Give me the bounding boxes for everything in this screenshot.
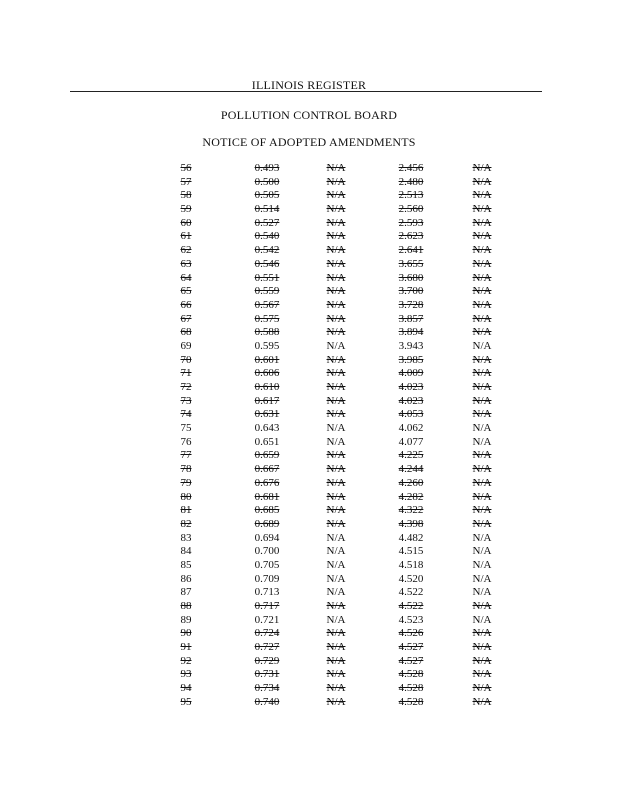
first-na-cell: N/A <box>326 353 346 366</box>
first-na-cell: N/A <box>326 422 346 435</box>
first-value-cell: 0.643 <box>254 422 280 435</box>
first-na-cell: N/A <box>326 531 346 544</box>
first-na-cell: N/A <box>326 339 346 352</box>
second-value-cell: 3.857 <box>398 312 424 325</box>
first-na-cell: N/A <box>326 257 346 270</box>
second-value-cell: 4.053 <box>398 408 424 421</box>
first-na-cell: N/A <box>326 162 346 174</box>
second-na-cell: N/A <box>472 668 492 681</box>
second-na-cell: N/A <box>472 654 492 667</box>
table-row <box>0 668 618 682</box>
first-na-cell: N/A <box>326 668 346 681</box>
second-value-cell: 4.528 <box>398 695 424 708</box>
first-na-cell: N/A <box>326 586 346 599</box>
second-value-cell: 4.526 <box>398 627 424 640</box>
board-title: POLLUTION CONTROL BOARD <box>220 108 398 122</box>
first-value-cell: 0.559 <box>254 285 280 298</box>
row-number-cell: 67 <box>180 312 192 325</box>
first-value-cell: 0.659 <box>254 449 280 462</box>
first-value-cell: 0.685 <box>254 504 280 517</box>
header-divider <box>70 91 542 92</box>
first-value-cell: 0.667 <box>254 463 280 476</box>
second-na-cell: N/A <box>472 517 492 530</box>
first-value-cell: 0.606 <box>254 367 280 380</box>
row-number-cell: 68 <box>180 326 192 339</box>
table-row <box>0 381 618 395</box>
row-number-cell: 77 <box>180 449 192 462</box>
second-value-cell: 3.985 <box>398 353 424 366</box>
row-number-cell: 91 <box>180 641 192 654</box>
first-value-cell: 0.705 <box>254 558 280 571</box>
first-value-cell: 0.546 <box>254 257 280 270</box>
second-value-cell: 3.728 <box>398 298 424 311</box>
first-na-cell: N/A <box>326 695 346 708</box>
second-value-cell: 4.522 <box>398 586 424 599</box>
row-number-cell: 56 <box>180 162 192 174</box>
row-number-cell: 83 <box>180 531 192 544</box>
row-number-cell: 90 <box>180 627 192 640</box>
first-value-cell: 0.681 <box>254 490 280 503</box>
table-row <box>0 313 618 327</box>
second-na-cell: N/A <box>472 504 492 517</box>
second-value-cell: 2.641 <box>398 244 424 257</box>
table-row <box>0 573 618 587</box>
first-value-cell: 0.724 <box>254 627 280 640</box>
first-value-cell: 0.676 <box>254 476 280 489</box>
first-value-cell: 0.514 <box>254 203 280 216</box>
table-row <box>0 422 618 436</box>
row-number-cell: 82 <box>180 517 192 530</box>
second-value-cell: 2.560 <box>398 203 424 216</box>
table-row <box>0 189 618 203</box>
first-value-cell: 0.721 <box>254 613 280 626</box>
table-row <box>0 436 618 450</box>
row-number-cell: 70 <box>180 353 192 366</box>
first-value-cell: 0.575 <box>254 312 280 325</box>
table-row <box>0 491 618 505</box>
first-value-cell: 0.631 <box>254 408 280 421</box>
second-na-cell: N/A <box>472 586 492 599</box>
table-row <box>0 627 618 641</box>
row-number-cell: 71 <box>180 367 192 380</box>
second-value-cell: 2.456 <box>398 162 424 174</box>
table-row <box>0 354 618 368</box>
second-value-cell: 4.023 <box>398 394 424 407</box>
first-na-cell: N/A <box>326 175 346 188</box>
second-value-cell: 2.480 <box>398 175 424 188</box>
row-number-cell: 94 <box>180 682 192 695</box>
second-value-cell: 4.023 <box>398 381 424 393</box>
second-value-cell: 4.062 <box>398 422 424 435</box>
first-na-cell: N/A <box>326 394 346 407</box>
first-value-cell: 0.740 <box>254 695 280 708</box>
first-value-cell: 0.731 <box>254 668 280 681</box>
second-value-cell: 4.398 <box>398 517 424 530</box>
second-na-cell: N/A <box>472 627 492 640</box>
first-na-cell: N/A <box>326 627 346 640</box>
table-row <box>0 586 618 600</box>
table-row <box>0 244 618 258</box>
second-value-cell: 3.680 <box>398 271 424 284</box>
row-number-cell: 85 <box>180 558 192 571</box>
second-na-cell: N/A <box>472 394 492 407</box>
first-na-cell: N/A <box>326 682 346 695</box>
first-value-cell: 0.527 <box>254 216 280 229</box>
table-row <box>0 504 618 518</box>
second-na-cell: N/A <box>472 435 492 448</box>
notice-title: NOTICE OF ADOPTED AMENDMENTS <box>202 135 416 149</box>
second-value-cell: 4.528 <box>398 668 424 681</box>
first-value-cell: 0.595 <box>254 339 280 352</box>
second-na-cell: N/A <box>472 257 492 270</box>
second-value-cell: 4.520 <box>398 572 424 585</box>
second-na-cell: N/A <box>472 353 492 366</box>
table-row <box>0 203 618 217</box>
second-value-cell: 3.700 <box>398 285 424 298</box>
first-na-cell: N/A <box>326 189 346 202</box>
table-row <box>0 559 618 573</box>
second-value-cell: 4.225 <box>398 449 424 462</box>
table-row <box>0 258 618 272</box>
register-title: ILLINOIS REGISTER <box>251 78 367 92</box>
table-row <box>0 326 618 340</box>
second-value-cell: 4.282 <box>398 490 424 503</box>
row-number-cell: 84 <box>180 545 192 558</box>
second-na-cell: N/A <box>472 476 492 489</box>
first-na-cell: N/A <box>326 326 346 339</box>
second-na-cell: N/A <box>472 189 492 202</box>
row-number-cell: 92 <box>180 654 192 667</box>
second-na-cell: N/A <box>472 545 492 558</box>
row-number-cell: 78 <box>180 463 192 476</box>
second-value-cell: 4.523 <box>398 613 424 626</box>
second-na-cell: N/A <box>472 422 492 435</box>
first-na-cell: N/A <box>326 367 346 380</box>
row-number-cell: 64 <box>180 271 192 284</box>
row-number-cell: 63 <box>180 257 192 270</box>
first-value-cell: 0.713 <box>254 586 280 599</box>
row-number-cell: 89 <box>180 613 192 626</box>
row-number-cell: 57 <box>180 175 192 188</box>
second-na-cell: N/A <box>472 285 492 298</box>
first-value-cell: 0.493 <box>254 162 280 174</box>
table-row <box>0 518 618 532</box>
first-value-cell: 0.542 <box>254 244 280 257</box>
row-number-cell: 76 <box>180 435 192 448</box>
first-na-cell: N/A <box>326 449 346 462</box>
first-na-cell: N/A <box>326 381 346 393</box>
second-na-cell: N/A <box>472 695 492 708</box>
first-na-cell: N/A <box>326 517 346 530</box>
row-number-cell: 59 <box>180 203 192 216</box>
first-na-cell: N/A <box>326 641 346 654</box>
second-na-cell: N/A <box>472 408 492 421</box>
second-na-cell: N/A <box>472 558 492 571</box>
first-value-cell: 0.610 <box>254 381 280 393</box>
second-value-cell: 4.244 <box>398 463 424 476</box>
table-row <box>0 463 618 477</box>
second-value-cell: 4.260 <box>398 476 424 489</box>
table-row <box>0 641 618 655</box>
row-number-cell: 73 <box>180 394 192 407</box>
second-value-cell: 4.077 <box>398 435 424 448</box>
row-number-cell: 79 <box>180 476 192 489</box>
table-row <box>0 162 618 176</box>
first-na-cell: N/A <box>326 572 346 585</box>
row-number-cell: 65 <box>180 285 192 298</box>
table-row <box>0 682 618 696</box>
row-number-cell: 58 <box>180 189 192 202</box>
first-na-cell: N/A <box>326 600 346 612</box>
second-na-cell: N/A <box>472 490 492 503</box>
second-value-cell: 4.518 <box>398 558 424 571</box>
row-number-cell: 72 <box>180 381 192 393</box>
row-number-cell: 88 <box>180 600 192 612</box>
row-number-cell: 61 <box>180 230 192 243</box>
second-value-cell: 4.482 <box>398 531 424 544</box>
second-na-cell: N/A <box>472 463 492 476</box>
first-value-cell: 0.700 <box>254 545 280 558</box>
first-na-cell: N/A <box>326 545 346 558</box>
first-value-cell: 0.505 <box>254 189 280 202</box>
second-value-cell: 3.943 <box>398 339 424 352</box>
second-na-cell: N/A <box>472 175 492 188</box>
second-na-cell: N/A <box>472 572 492 585</box>
second-na-cell: N/A <box>472 230 492 243</box>
first-value-cell: 0.709 <box>254 572 280 585</box>
first-value-cell: 0.601 <box>254 353 280 366</box>
first-na-cell: N/A <box>326 312 346 325</box>
first-value-cell: 0.717 <box>254 600 280 612</box>
first-na-cell: N/A <box>326 408 346 421</box>
table-row <box>0 532 618 546</box>
second-na-cell: N/A <box>472 203 492 216</box>
second-na-cell: N/A <box>472 339 492 352</box>
second-value-cell: 4.527 <box>398 654 424 667</box>
second-value-cell: 2.513 <box>398 189 424 202</box>
first-na-cell: N/A <box>326 435 346 448</box>
first-na-cell: N/A <box>326 613 346 626</box>
table-row <box>0 408 618 422</box>
amendment-table <box>0 162 618 710</box>
second-na-cell: N/A <box>472 682 492 695</box>
row-number-cell: 87 <box>180 586 192 599</box>
first-value-cell: 0.689 <box>254 517 280 530</box>
first-value-cell: 0.727 <box>254 641 280 654</box>
second-na-cell: N/A <box>472 449 492 462</box>
second-na-cell: N/A <box>472 381 492 393</box>
second-value-cell: 4.522 <box>398 600 424 612</box>
first-value-cell: 0.651 <box>254 435 280 448</box>
row-number-cell: 75 <box>180 422 192 435</box>
first-value-cell: 0.567 <box>254 298 280 311</box>
row-number-cell: 80 <box>180 490 192 503</box>
second-value-cell: 4.322 <box>398 504 424 517</box>
second-value-cell: 4.527 <box>398 641 424 654</box>
first-na-cell: N/A <box>326 244 346 257</box>
second-na-cell: N/A <box>472 162 492 174</box>
row-number-cell: 93 <box>180 668 192 681</box>
first-na-cell: N/A <box>326 271 346 284</box>
row-number-cell: 81 <box>180 504 192 517</box>
second-na-cell: N/A <box>472 531 492 544</box>
first-na-cell: N/A <box>326 558 346 571</box>
first-value-cell: 0.551 <box>254 271 280 284</box>
second-na-cell: N/A <box>472 298 492 311</box>
second-na-cell: N/A <box>472 312 492 325</box>
row-number-cell: 60 <box>180 216 192 229</box>
first-value-cell: 0.694 <box>254 531 280 544</box>
row-number-cell: 69 <box>180 339 192 352</box>
second-na-cell: N/A <box>472 271 492 284</box>
second-na-cell: N/A <box>472 244 492 257</box>
second-value-cell: 4.009 <box>398 367 424 380</box>
second-value-cell: 3.894 <box>398 326 424 339</box>
table-row <box>0 477 618 491</box>
row-number-cell: 74 <box>180 408 192 421</box>
first-na-cell: N/A <box>326 504 346 517</box>
row-number-cell: 95 <box>180 695 192 708</box>
first-na-cell: N/A <box>326 230 346 243</box>
table-row <box>0 449 618 463</box>
first-value-cell: 0.588 <box>254 326 280 339</box>
table-row <box>0 285 618 299</box>
table-row <box>0 696 618 710</box>
table-row <box>0 272 618 286</box>
second-value-cell: 2.593 <box>398 216 424 229</box>
table-row <box>0 545 618 559</box>
first-na-cell: N/A <box>326 490 346 503</box>
second-na-cell: N/A <box>472 326 492 339</box>
table-row <box>0 655 618 669</box>
table-row <box>0 395 618 409</box>
first-na-cell: N/A <box>326 285 346 298</box>
table-row <box>0 600 618 614</box>
row-number-cell: 62 <box>180 244 192 257</box>
row-number-cell: 66 <box>180 298 192 311</box>
first-na-cell: N/A <box>326 654 346 667</box>
table-row <box>0 367 618 381</box>
table-row <box>0 340 618 354</box>
second-value-cell: 3.655 <box>398 257 424 270</box>
second-value-cell: 4.528 <box>398 682 424 695</box>
first-value-cell: 0.617 <box>254 394 280 407</box>
second-value-cell: 4.515 <box>398 545 424 558</box>
second-na-cell: N/A <box>472 641 492 654</box>
first-value-cell: 0.500 <box>254 175 280 188</box>
second-na-cell: N/A <box>472 600 492 612</box>
first-na-cell: N/A <box>326 203 346 216</box>
first-na-cell: N/A <box>326 463 346 476</box>
table-row <box>0 299 618 313</box>
table-row <box>0 176 618 190</box>
second-na-cell: N/A <box>472 613 492 626</box>
table-row <box>0 614 618 628</box>
second-na-cell: N/A <box>472 216 492 229</box>
first-na-cell: N/A <box>326 216 346 229</box>
second-value-cell: 2.623 <box>398 230 424 243</box>
first-value-cell: 0.540 <box>254 230 280 243</box>
row-number-cell: 86 <box>180 572 192 585</box>
table-row <box>0 230 618 244</box>
first-value-cell: 0.729 <box>254 654 280 667</box>
second-na-cell: N/A <box>472 367 492 380</box>
table-row <box>0 217 618 231</box>
first-na-cell: N/A <box>326 476 346 489</box>
first-na-cell: N/A <box>326 298 346 311</box>
first-value-cell: 0.734 <box>254 682 280 695</box>
